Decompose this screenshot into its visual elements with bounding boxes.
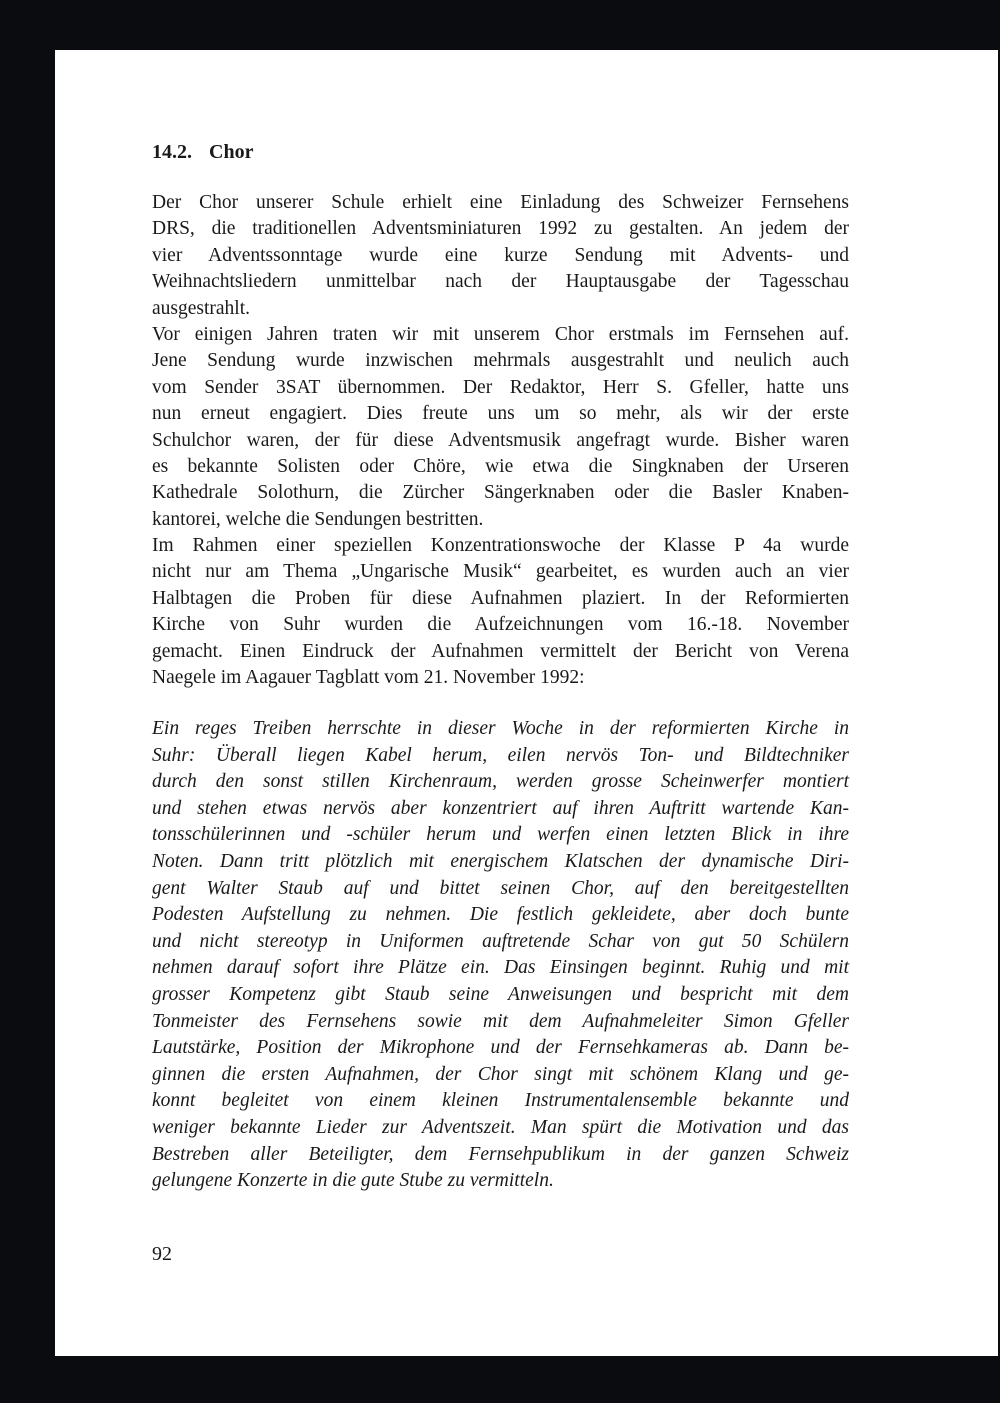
quote-line: Bestreben aller Beteiligter, dem Fernsehpublikum in der ganzen Schweiz	[152, 1143, 849, 1165]
body-line: Halbtagen die Proben für diese Aufnahmen plaziert. In der Reformierten	[152, 587, 849, 609]
body-line: Naegele im Aagauer Tagblatt vom 21. November 1992:	[152, 667, 585, 689]
document-page	[55, 50, 998, 1356]
body-line: Weihnachtsliedern unmittelbar nach der Hauptausgabe der Tagesschau	[152, 271, 849, 293]
body-line: Der Chor unserer Schule erhielt eine Einladung des Schweizer Fernsehens	[152, 192, 849, 213]
section-number: 14.2.	[152, 141, 192, 163]
body-line: Vor einigen Jahren traten wir mit unserem Chor erstmals im Fernsehen auf.	[152, 323, 849, 345]
body-line: vom Sender 3SAT übernommen. Der Redaktor, Herr S. Gfeller, hatte uns	[152, 376, 849, 398]
body-line: Schulchor waren, der für diese Adventsmusik angefragt wurde. Bisher waren	[152, 429, 849, 451]
body-line: nicht nur am Thema „Ungarische Musik“ gearbeitet, es wurden auch an vier	[152, 561, 849, 583]
quote-line: konnt begleitet von einem kleinen Instrumentalensemble bekannte und	[152, 1090, 849, 1112]
body-line: kantorei, welche die Sendungen bestritten.	[152, 508, 484, 530]
quote-text	[152, 716, 849, 1195]
quote-line: Tonmeister des Fernsehens sowie mit dem Aufnahmeleiter Simon Gfeller	[152, 1010, 849, 1032]
body-line: DRS, die traditionellen Adventsminiaturen 1992 zu gestalten. An jedem der	[152, 218, 849, 240]
quote-line: und stehen etwas nervös aber konzentriert auf ihren Auftritt wartende Kan-	[152, 797, 849, 819]
quote-line: gelungene Konzerte in die gute Stube zu vermitteln.	[152, 1170, 554, 1192]
quote-line: Noten. Dann tritt plötzlich mit energischem Klatschen der dynamische Diri-	[152, 850, 849, 872]
body-line: Jene Sendung wurde inzwischen mehrmals ausgestrahlt und neulich auch	[152, 350, 849, 372]
quote-line: Lautstärke, Position der Mikrophone und der Fernsehkameras ab. Dann be-	[152, 1037, 849, 1059]
body-line: nun erneut engagiert. Dies freute uns um so mehr, als wir der erste	[152, 403, 849, 425]
quote-line: und nicht stereotyp in Uniformen auftretende Schar von gut 50 Schülern	[152, 930, 849, 952]
quote-line: tonsschülerinnen und -schüler herum und werfen einen letzten Blick in ihre	[152, 824, 849, 846]
section-heading	[152, 140, 253, 164]
body-text	[152, 190, 849, 691]
body-line: Kathedrale Solothurn, die Zürcher Sängerknaben oder die Basler Knaben-	[152, 482, 849, 504]
body-line: gemacht. Einen Eindruck der Aufnahmen vermittelt der Bericht von Verena	[152, 640, 849, 662]
body-line: vier Adventssonntage wurde eine kurze Sendung mit Advents- und	[152, 244, 849, 266]
quote-line: Podesten Aufstellung zu nehmen. Die festlich gekleidete, aber doch bunte	[152, 904, 849, 926]
page-number: 92	[152, 1243, 172, 1265]
body-line: ausgestrahlt.	[152, 297, 251, 319]
quote-line: Suhr: Überall liegen Kabel herum, eilen nervös Ton- und Bildtechniker	[152, 744, 849, 766]
quote-line: grosser Kompetenz gibt Staub seine Anweisungen und bespricht mit dem	[152, 983, 849, 1005]
body-line: Kirche von Suhr wurden die Aufzeichnungen vom 16.-18. November	[152, 614, 849, 636]
quote-line: Ein reges Treiben herrschte in dieser Woche in der reformierten Kirche in	[152, 718, 849, 739]
quote-line: durch den sonst stillen Kirchenraum, werden grosse Scheinwerfer montiert	[152, 771, 849, 793]
body-line: Im Rahmen einer speziellen Konzentrationswoche der Klasse P 4a wurde	[152, 535, 849, 557]
quote-line: ginnen die ersten Aufnahmen, der Chor singt mit schönem Klang und ge-	[152, 1063, 849, 1085]
quote-line: nehmen darauf sofort ihre Plätze ein. Das Einsingen beginnt. Ruhig und mit	[152, 957, 849, 979]
body-line: es bekannte Solisten oder Chöre, wie etwa die Singknaben der Urseren	[152, 455, 849, 477]
quote-line: gent Walter Staub auf und bittet seinen Chor, auf den bereitgestellten	[152, 877, 849, 899]
quote-line: weniger bekannte Lieder zur Adventszeit. Man spürt die Motivation und das	[152, 1116, 849, 1138]
section-title: Chor	[209, 141, 254, 163]
